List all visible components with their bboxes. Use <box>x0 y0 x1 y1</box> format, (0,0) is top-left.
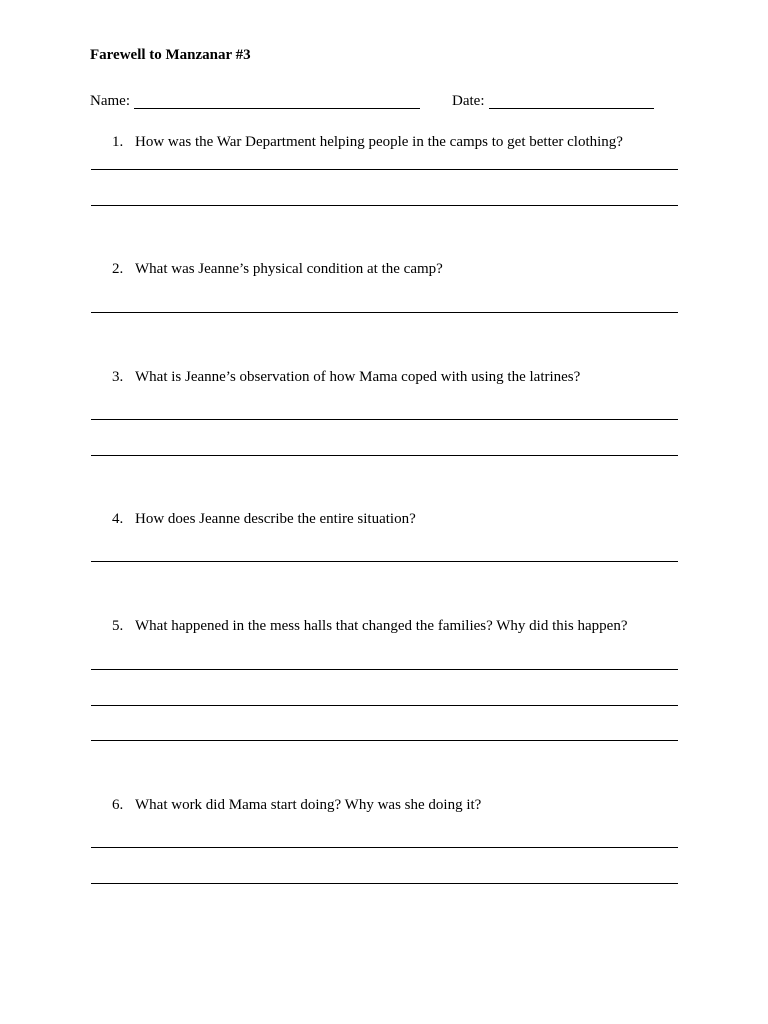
answer-line[interactable] <box>91 740 678 741</box>
name-label: Name: <box>90 93 130 109</box>
question-3 <box>112 369 580 386</box>
answer-line[interactable] <box>91 669 678 670</box>
question-4 <box>112 511 416 528</box>
answer-line[interactable] <box>91 561 678 562</box>
question-1 <box>112 134 623 151</box>
question-number: 6. <box>112 797 124 813</box>
answer-line[interactable] <box>91 455 678 456</box>
question-text: How does Jeanne describe the entire situation? <box>135 511 416 527</box>
question-number: 4. <box>112 511 124 527</box>
question-text: How was the War Department helping people in the camps to get better clothing? <box>135 134 623 150</box>
question-text: What was Jeanne’s physical condition at the camp? <box>135 261 443 277</box>
answer-line[interactable] <box>91 883 678 884</box>
answer-line[interactable] <box>91 847 678 848</box>
worksheet-title: Farewell to Manzanar #3 <box>90 47 251 63</box>
date-label: Date: <box>452 93 485 109</box>
question-text: What is Jeanne’s observation of how Mama coped with using the latrines? <box>135 369 581 385</box>
question-number: 3. <box>112 369 124 385</box>
question-number: 1. <box>112 134 124 150</box>
answer-line[interactable] <box>91 419 678 420</box>
answer-line[interactable] <box>91 705 678 706</box>
question-2 <box>112 261 443 278</box>
answer-line[interactable] <box>91 205 678 206</box>
answer-line[interactable] <box>91 312 678 313</box>
question-number: 2. <box>112 261 124 277</box>
date-field-line[interactable] <box>489 108 654 109</box>
name-field-line[interactable] <box>134 108 420 109</box>
question-number: 5. <box>112 618 124 634</box>
question-text: What work did Mama start doing? Why was she doing it? <box>135 797 482 813</box>
question-text: What happened in the mess halls that changed the families? Why did this happen? <box>135 618 628 634</box>
question-5 <box>112 618 628 635</box>
question-6 <box>112 797 481 814</box>
answer-line[interactable] <box>91 169 678 170</box>
